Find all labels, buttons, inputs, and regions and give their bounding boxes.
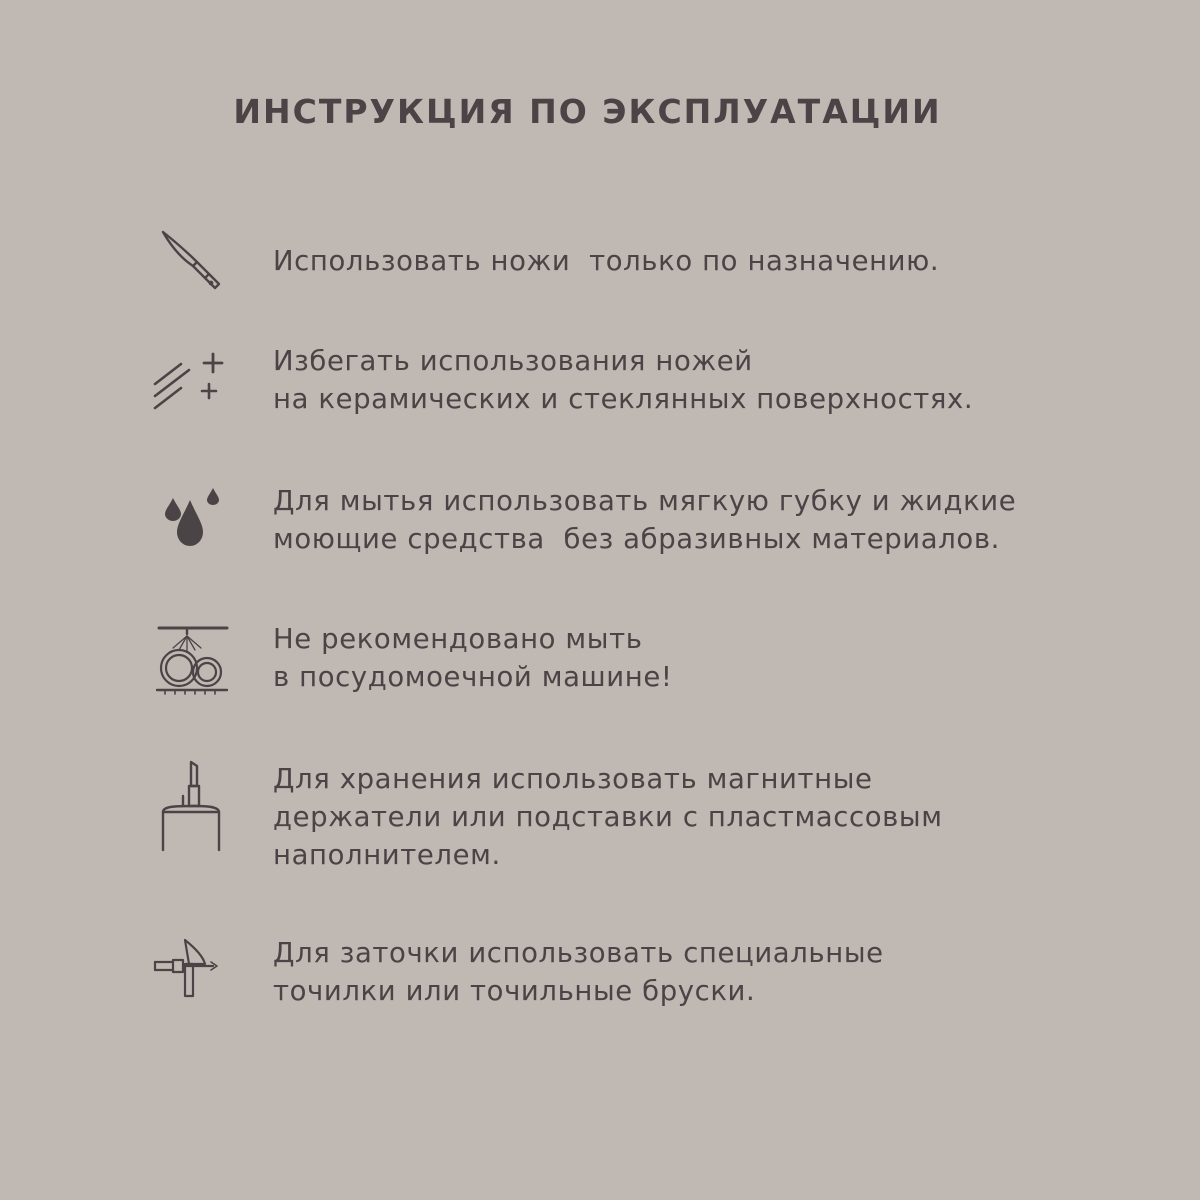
instruction-text: Для заточки использовать специальные xyxy=(273,937,884,969)
instruction-text: Использовать ножи только по назначению. xyxy=(273,245,940,277)
instruction-text: Избегать использования ножей xyxy=(273,345,753,377)
knife-icon xyxy=(145,228,235,308)
instruction-text: в посудомоечной машине! xyxy=(273,661,673,693)
glass-surface-sparkle-icon xyxy=(145,346,235,426)
instruction-text: держатели или подставки с пластмассовым xyxy=(273,801,943,833)
instruction-text: Для мытья использовать мягкую губку и жидкие xyxy=(273,485,1017,517)
water-drops-icon xyxy=(145,482,235,562)
knife-holder-icon xyxy=(145,756,235,836)
instruction-text: Для хранения использовать магнитные xyxy=(273,763,873,795)
instruction-text: Не рекомендовано мыть xyxy=(273,623,643,655)
instruction-text: точилки или точильные бруски. xyxy=(273,975,756,1007)
instruction-text: наполнителем. xyxy=(273,839,501,871)
page-title: ИНСТРУКЦИЯ ПО ЭКСПЛУАТАЦИИ xyxy=(233,92,942,131)
instruction-text: моющие средства без абразивных материалов. xyxy=(273,523,1000,555)
knife-sharpener-icon xyxy=(145,934,235,1014)
dishwasher-icon xyxy=(145,622,235,702)
instruction-text: на керамических и стеклянных поверхностях. xyxy=(273,383,974,415)
